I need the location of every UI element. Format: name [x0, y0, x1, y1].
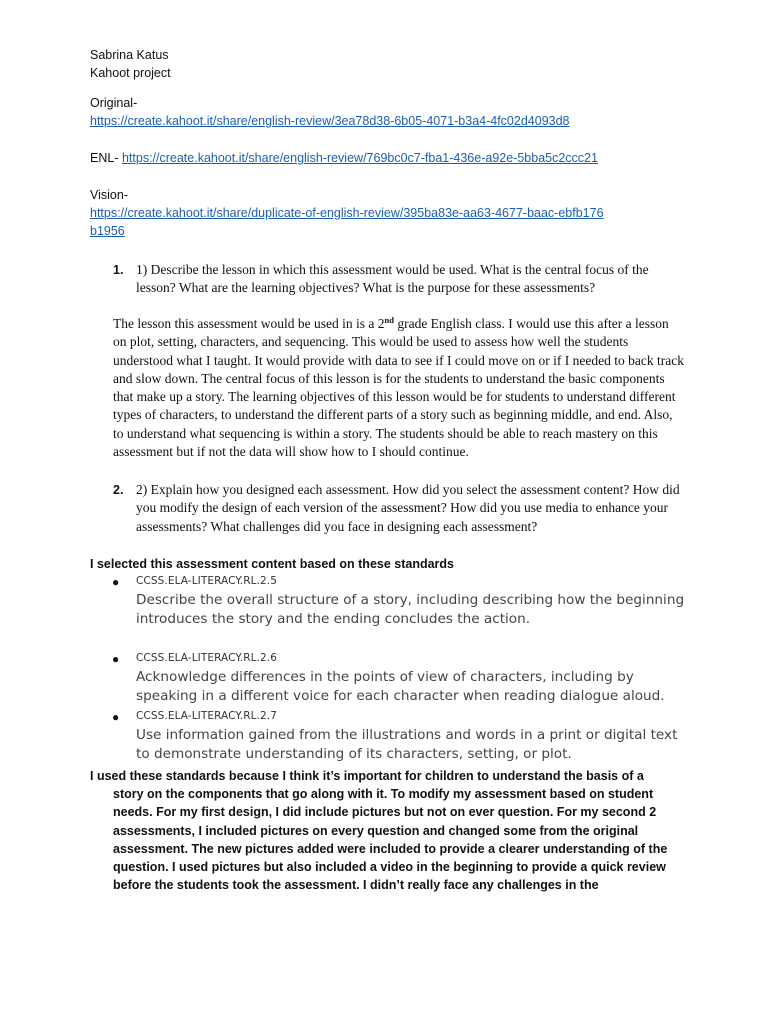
enl-label: ENL-	[90, 151, 119, 165]
question-1-answer: The lesson this assessment would be used in is a 2nd grade English class. I would use this after a lesson on plot, setting, characters, and sequencing. This would be used to assess how well the students understood what I taught. It would provide with data to see if I could move on or if I needed to back track and slow down. The central focus of this lesson is for the students to understand the basic components that make up a story. The learning objectives of this lesson would be for students to understand different types of characters, to understand the different parts of a story such as beginning middle, and end. Also, to understand what sequencing is within a story. The students should be able to reach mastery on this assessment but if not the data will show how to I should continue.	[113, 315, 684, 460]
bullet-icon: ●	[112, 710, 120, 724]
enl-link-block	[90, 149, 690, 167]
standard-item	[112, 652, 682, 712]
standard-code: CCSS.ELA-LITERACY.RL.2.5	[136, 575, 278, 587]
author-name: Sabrina Katus	[90, 48, 169, 62]
bullet-icon: ●	[112, 652, 120, 666]
ordinal-superscript: nd	[384, 315, 394, 325]
original-label: Original-	[90, 96, 138, 110]
question-1-number: 1.	[113, 263, 124, 277]
original-kahoot-link[interactable]: https://create.kahoot.it/share/english-review/3ea78d38-6b05-4071-b3a4-4fc02d4093d8	[90, 114, 570, 128]
bullet-icon: ●	[112, 575, 120, 589]
standard-code: CCSS.ELA-LITERACY.RL.2.7	[136, 710, 278, 722]
vision-label: Vision-	[90, 188, 128, 202]
vision-kahoot-link-line2[interactable]: b1956	[90, 224, 125, 238]
project-title: Kahoot project	[90, 66, 171, 80]
question-1-text: 1) Describe the lesson in which this assessment would be used. What is the central focus of the lesson? What are the learning objectives? What is the purpose for these assessments?	[136, 262, 649, 296]
question-2	[113, 481, 680, 553]
vision-kahoot-link-line1[interactable]: https://create.kahoot.it/share/duplicate-of-english-review/395ba83e-aa63-4677-baac-ebfb176	[90, 206, 604, 220]
question-2-number: 2.	[113, 483, 124, 497]
standards-intro: I selected this assessment content based on these standards	[90, 557, 455, 571]
question-2-text: 2) Explain how you designed each assessment. How did you select the assessment content? How did you modify the design of each version of the assessment? How did you use media to enhance your assessments? What challenges did you face in designing each assessment?	[136, 482, 680, 534]
vision-link-block	[90, 186, 690, 240]
question-1	[113, 261, 673, 317]
standard-code: CCSS.ELA-LITERACY.RL.2.6	[136, 652, 278, 664]
closing-paragraph: I used these standards because I think it’s important for children to understand the basis of a story on the components that go along with it. To modify my assessment based on student needs. For my first design, I did include pictures but not on ever question. For my second 2 assessments, I included pictures on every question and changed some from the original assessment. The new pictures added were included to provide a clearer understanding of the question. I used pictures but also included a video in the beginning to provide a quick review before the students took the assessment. I didn’t really face any challenges in the	[90, 769, 668, 893]
standard-item	[112, 575, 685, 635]
standard-item	[112, 710, 682, 770]
standard-description: Describe the overall structure of a story, including describing how the beginning introduces the story and the ending concludes the action.	[136, 592, 685, 627]
document-header	[90, 46, 690, 82]
enl-kahoot-link[interactable]: https://create.kahoot.it/share/english-review/769bc0c7-fba1-436e-a92e-5bba5c2ccc21	[121, 151, 598, 165]
original-link-block	[90, 94, 690, 130]
standard-description: Acknowledge differences in the points of view of characters, including by speaking in a different voice for each character when reading dialogue aloud.	[136, 669, 665, 704]
standard-description: Use information gained from the illustrations and words in a print or digital text to demonstrate understanding of its characters, setting, or plot.	[136, 727, 678, 762]
